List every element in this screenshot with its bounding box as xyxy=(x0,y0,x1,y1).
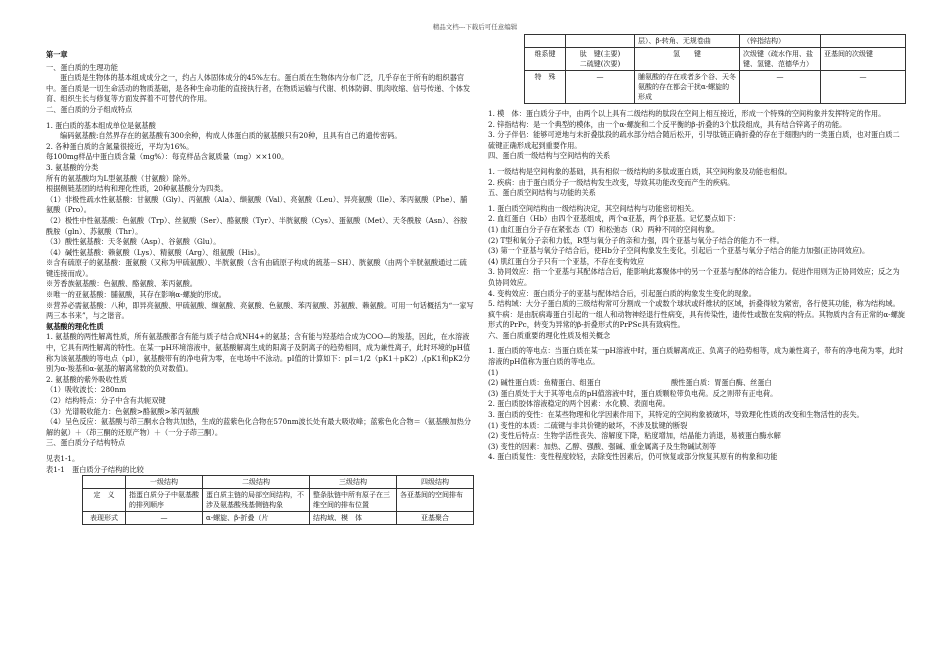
table-cell: 亚基聚合 xyxy=(397,512,474,525)
text-line: 根据侧链基团的结构和理化性质，20种氨基酸分为四类。 xyxy=(46,184,228,194)
text-line: (1) 血红蛋白分子存在紧张态（T）和松弛态（R）两种不同的空间构象。 xyxy=(488,224,720,234)
text-line: 2. 各种蛋白质的含氮量很接近，平均为16%。 xyxy=(46,141,194,151)
section-heading: 一、蛋白质的生理功能 xyxy=(46,62,118,72)
text-line: 1. 模 体：蛋白质分子中，由两个以上具有二级结构的肽段在空间上相互接近，形成一个特殊的空间构象并发挥特定的作用。 xyxy=(488,109,886,118)
text-line: （2）极性中性氨基酸：色氨酸（Trp）、丝氨酸（Ser）、酪氨酸（Tyr）、半胱氨酸（Cys）、蛋氨酸（Met）、天冬酰胺（Asn）、谷胺酰胺（gln）、苏氨酸（Thr）。 xyxy=(46,215,468,236)
text-line: 1. 一级结构是空间构象的基础，具有相似一级结构的多肽或蛋白质，其空间构象及功能也相似。 xyxy=(488,166,792,176)
table-cell: 一级结构 xyxy=(126,476,203,489)
table-cell: 层）、β-转角、无规卷曲 xyxy=(635,35,740,48)
right-column xyxy=(488,34,906,463)
table-cell: 肽 键(主要) 二硫键(次要) xyxy=(566,48,635,71)
structure-table-continued xyxy=(524,34,906,104)
text-span: (2) 碱性蛋白质：鱼精蛋白、组蛋白 xyxy=(488,378,602,388)
table-cell xyxy=(525,35,566,48)
table-cell xyxy=(566,35,635,48)
text-line: （2）结构特点：分子中含有共轭双键 xyxy=(46,396,166,405)
table-cell: 二级结构 xyxy=(203,476,310,489)
text-span: 酸性蛋白质：胃蛋白酶、丝蛋白 xyxy=(671,378,772,388)
table-cell: — xyxy=(566,71,635,104)
table-row xyxy=(83,489,474,512)
text-line: 1. 氨基酸的两性解离性质，所有氨基酸都含有能与质子结合成NH4+的氨基；含有能与羟基结合成为COO—的羧基，因此，在水溶液中，它具有两性解离的特性。在某一pH环境溶液中，氨基酸解离生成的阳离子及阴离子的趋势相同，成为兼性离子，此时环境的pH值称为该氨基酸的等电点（pI），氨基酸带有的净电荷为零，在电场中不泳动。pI值的计算如下：pI＝1/2（pK1＋pK2）,(pK1和pK2分别为α-羧基和α-氨基的解离常数的负对数值)。 xyxy=(46,332,471,374)
table-cell: 指蛋白质分子中氨基酸的排列顺序 xyxy=(126,489,203,512)
table-header-row xyxy=(83,476,474,489)
text-line: (1) 变性的本质：二硫键与非共价键的破坏，不涉及肽键的断裂 xyxy=(488,420,688,430)
text-line: (3) 变性的因素：加热、乙醇、强酸、强碱、重金属离子及生物碱试剂等 xyxy=(488,441,717,451)
section-heading: 氨基酸的理化性质 xyxy=(46,321,104,331)
text-line: 1. 蛋白质的基本组成单位是氨基酸 xyxy=(46,120,156,130)
text-line: 所有的氨基酸均为L型氨基酸（甘氨酸）除外。 xyxy=(46,173,195,183)
text-line: 5. 结构域：大分子蛋白质的三级结构常可分割成一个或数个球状或纤维状的区域，折叠得较为紧密，各行使其功能，称为结构域。疯牛病：是由朊病毒蛋白引起的一组人和动物神经退行性病变，具有传染性，遗传性或散在发病的特点。其物质内含有正常的α-螺旋形式的PrPc，转变为异常的β-折叠形式的PrPSc具有致病性。 xyxy=(488,299,905,330)
text-line: 2. 疾病：由于蛋白质分子一级结构发生改变，导致其功能改变而产生的疾病。 xyxy=(488,177,735,187)
text-line: 2. 锌指结构：是一个典型的模体，由一个α-螺旋和二个反平衡的β-折叠的3个肽段组成，具有结合锌离子的功能。 xyxy=(488,119,847,129)
text-line: 3. 蛋白质的变性：在某些物理和化学因素作用下，其特定的空间构象被破坏，导致理化性质的改变和生物活性的丧失。 xyxy=(488,410,864,420)
text-line: （4）呈色反应：氨基酸与茚三酮水合物共加热，生成的蓝紫色化合物在570nm波长处有最大吸收峰；蓝紫色化合物＝（氨基酸加热分解的氨）＋（茚三酮的还原产物）＋（一分子茚三酮）。 xyxy=(46,417,472,437)
table-cell: 脯氨酸的存在或者多个谷、天冬氨酸的存在都会干扰α-螺旋的形成 xyxy=(635,71,740,104)
text-line: 3. 协同效应：指一个亚基与其配体结合后，能影响此寡聚体中的另一个亚基与配体的结合能力。促进作用则为正协同效应；反之为负协同效应。 xyxy=(488,267,900,287)
text-line: 4. 变构效应：蛋白质分子的亚基与配体结合后，引起蛋白质的构象发生变化的现象。 xyxy=(488,288,756,298)
text-line: ※芳香族氨基酸：色氨酸、酪氨酸、苯丙氨酸。 xyxy=(46,279,197,289)
table-cell: — xyxy=(126,512,203,525)
text-line xyxy=(488,378,906,389)
table-cell: — xyxy=(740,71,821,104)
text-line: ※营养必需氨基酸：八种，即异亮氨酸、甲硫氨酸、缬氨酸、亮氨酸、色氨酸、苯丙氨酸、苏氨酸、赖氨酸。可用一句话概括为“一家写两三本书来”，与之谐音。 xyxy=(46,300,474,321)
table-row xyxy=(525,48,906,71)
text-line: ※含有硫原子的氨基酸：蛋氨酸（又称为甲硫氨酸）、半胱氨酸（含有由硫原子构成的巯基－SH）、胱氨酸（由两个半胱氨酸通过二硫键连接而成）。 xyxy=(46,258,467,278)
text-line: (3) 蛋白质处于大于其等电点的pH值溶液中时，蛋白质颗粒带负电荷。反之则带有正电荷。 xyxy=(488,388,778,398)
text-line: 见表1-1。 xyxy=(46,453,80,463)
text-line: 2. 蛋白质胶体溶液稳定的两个因素：水化膜、表面电荷。 xyxy=(488,399,670,409)
structure-table xyxy=(82,475,474,525)
table-cell: 表现形式 xyxy=(83,512,126,525)
table-cell: 整条肽链中所有原子在三维空间的排布位置 xyxy=(310,489,397,512)
table-row xyxy=(525,71,906,104)
section-heading: 六、蛋白质重要的理化性质及相关概念 xyxy=(488,330,611,340)
text-line: 3. 氨基酸的分类 xyxy=(46,162,99,172)
table-cell: 定 义 xyxy=(83,489,126,512)
table-cell xyxy=(821,35,906,48)
text-line: （1）非极性疏水性氨基酸：甘氨酸（Gly）、丙氨酸（Ala）、缬氨酸（Val）、亮氨酸（Leu）、异亮氨酸（Ile）、苯丙氨酸（Phe）、脯氨酸（Pro）。 xyxy=(46,194,468,215)
table-cell: 亚基间的次级键 xyxy=(821,48,906,71)
text-line: （1）吸收波长：280nm xyxy=(46,385,127,395)
table-row xyxy=(83,512,474,525)
text-line: 2. 氨基酸的紫外吸收性质 xyxy=(46,374,128,384)
table-cell: 各亚基间的空间排布 xyxy=(397,489,474,512)
text-line: (4) 肌红蛋白分子只有一个亚基，不存在变构效应 xyxy=(488,256,645,266)
text-line: 2. 血红蛋白（Hb）由四个亚基组成，两个α亚基，两个β亚基。记忆要点如下： xyxy=(488,214,740,224)
text-line: 1. 蛋白质空间结构由一级结构决定，其空间结构与功能密切相关。 xyxy=(488,203,699,213)
text-line: （4）碱性氨基酸：赖氨酸（Lys）、精氨酸（Arg）、组氨酸（His）。 xyxy=(46,247,265,257)
text-line: (1) xyxy=(488,367,499,377)
paragraph: 蛋白质是生物体的基本组成成分之一，约占人体固体成分的45%左右。蛋白质在生物体内分布广泛，几乎存在于所有的组织器官中。蛋白质是一切生命活动的物质基础，是各种生命功能的直接执行者，在物质运输与代谢、机体防御、肌肉收缩、信号传递、个体发育、组织生长与修复等方面发挥着不可替代的作用。 xyxy=(46,73,471,104)
chapter-title: 第一章 xyxy=(46,50,68,59)
section-heading: 五、蛋白质空间结构与功能的关系 xyxy=(488,188,596,198)
table-cell: 特 殊 xyxy=(525,71,566,104)
table-cell: （锌指结构） xyxy=(740,35,821,48)
table-cell: 维系键 xyxy=(525,48,566,71)
section-heading: 二、蛋白质的分子组成特点 xyxy=(46,104,133,114)
text-line: ※唯一的亚氨基酸：脯氨酸，其存在影响α-螺旋的形成。 xyxy=(46,290,226,300)
text-line: （3）酸性氨基酸：天冬氨酸（Asp）、谷氨酸（Glu）。 xyxy=(46,237,221,247)
text-line: 1. 蛋白质的等电点：当蛋白质在某一pH溶液中时，蛋白质解离成正、负离子的趋势相等，成为兼性离子，带有的净电荷为零，此时溶液的pH值称为蛋白质的等电点。 xyxy=(488,346,904,367)
text-line: (3) 第一个亚基与氧分子结合后，使Hb分子空间构象发生变化，引起后一个亚基与氧分子结合的能力加强(正协同效应)。 xyxy=(488,246,870,256)
page-header: 精品文档---下载后可任意编辑 xyxy=(432,23,518,31)
table-cell: 次级键（疏水作用、盐键、氢键、范德华力） xyxy=(740,48,821,71)
table-cell: 氢 键 xyxy=(635,48,740,71)
table-row xyxy=(525,35,906,48)
text-line: 3. 分子伴侣：能够可逆地与未折叠肽段的疏水部分结合随后松开，引导肽链正确折叠的存在于细胞内的一类蛋白质，也对蛋白质二硫键正确形成起到重要作用。 xyxy=(488,130,900,150)
table-cell: 四级结构 xyxy=(397,476,474,489)
left-column xyxy=(46,50,474,525)
text-line: 4. 蛋白质复性：变性程度较轻，去除变性因素后，仍可恢复或部分恢复其原有的构象和功能 xyxy=(488,452,778,462)
text-line: (2) 变性后特点：生物学活性丧失、溶解度下降，粘度增加，结晶能力消退，易被蛋白酶水解 xyxy=(488,431,781,441)
text-line: (2) T型和氧分子亲和力低，R型与氧分子的亲和力强，四个亚基与氧分子结合的能力不一样。 xyxy=(488,235,784,245)
table-cell xyxy=(83,476,126,489)
section-heading: 三、蛋白质分子结构特点 xyxy=(46,438,126,448)
text-line: 编码氨基酸:自然界存在的氨基酸有300余种，构成人体蛋白质的氨基酸只有20种，且具有自己的遗传密码。 xyxy=(60,131,402,141)
table-cell: 蛋白质主链的局部空间结构，不涉及氨基酸残基侧链构象 xyxy=(203,489,310,512)
table-caption: 表1-1 蛋白质分子结构的比较 xyxy=(46,464,144,474)
text-line: 每100mg样品中蛋白质含量（mg%）：每克样品含氮质量（mg）××100。 xyxy=(46,152,289,162)
section-heading: 四、蛋白质一级结构与空间结构的关系 xyxy=(488,151,611,161)
text-line: （3）光谱吸收能力：色氨酸>酪氨酸>苯丙氨酸 xyxy=(46,406,200,416)
table-cell: — xyxy=(821,71,906,104)
table-cell: 结构域、模 体 xyxy=(310,512,397,525)
table-cell: 三级结构 xyxy=(310,476,397,489)
table-cell: α-螺旋、β-折叠（片 xyxy=(203,512,310,525)
